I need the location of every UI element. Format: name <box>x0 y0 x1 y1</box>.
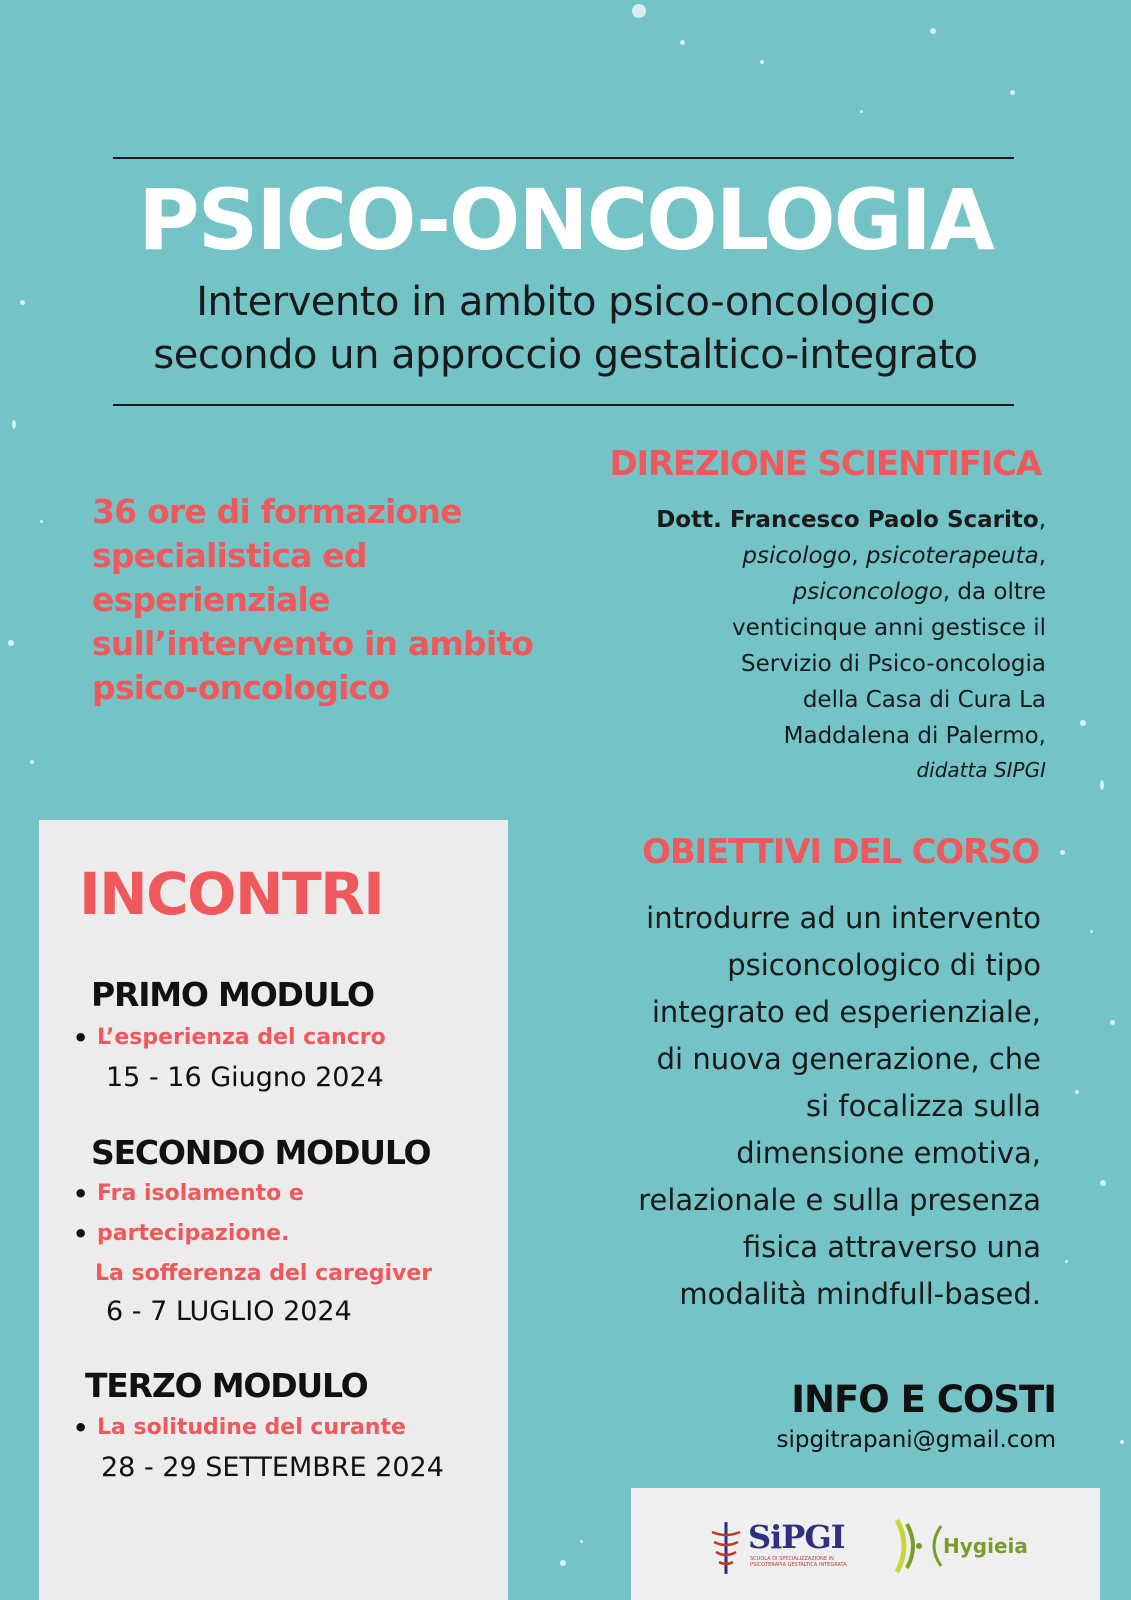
subtitle-line-1: Intervento in ambito psico-oncologico <box>196 279 935 325</box>
objectives-line: integrato ed esperienziale, <box>651 995 1041 1029</box>
direction-last: didatta SIPGI <box>916 758 1046 782</box>
objectives-line: dimensione emotiva, <box>736 1136 1041 1170</box>
meetings-heading: INCONTRI <box>79 860 384 928</box>
direction-line: Maddalena di Palermo, <box>783 723 1046 749</box>
objectives-line: relazionale e sulla presenza <box>638 1183 1041 1217</box>
caduceus-icon <box>706 1518 746 1578</box>
objectives-heading: OBIETTIVI DEL CORSO <box>642 832 1039 872</box>
module-1-date: 15 - 16 Giugno 2024 <box>106 1062 384 1093</box>
bottom-divider <box>113 404 1014 406</box>
objectives-line: fisica attraverso una <box>742 1230 1041 1264</box>
module-3-title: TERZO MODULO <box>85 1366 368 1405</box>
module-2-topic-cont: • partecipazione. <box>97 1214 289 1254</box>
role-psiconcologo: psiconcologo <box>792 579 943 605</box>
hours-line: psico-oncologico <box>92 668 390 707</box>
hygieia-logo <box>889 1516 1049 1576</box>
sipgi-logo <box>706 1518 876 1578</box>
objectives-line: di nuova generazione, che <box>656 1042 1041 1076</box>
module-1-title: PRIMO MODULO <box>91 975 374 1014</box>
role-psicologo: psicologo <box>742 543 852 569</box>
sipgi-logo-subtitle: SCUOLA DI SPECIALIZZAZIONE IN PSICOTERAPIA GESTALTICA INTEGRATA <box>750 1556 847 1568</box>
role-psicoterapeuta: psicoterapeuta <box>865 543 1039 569</box>
hours-line: specialistica ed <box>92 536 367 575</box>
info-heading: INFO E COSTI <box>791 1378 1056 1421</box>
module-3-date: 28 - 29 SETTEMBRE 2024 <box>101 1452 444 1483</box>
objectives-line: psiconcologico di tipo <box>727 948 1041 982</box>
module-2-topic-line3: La sofferenza del caregiver <box>95 1261 433 1286</box>
module-2-topic: • Fra isolamento e <box>97 1174 304 1214</box>
role-tail: , da oltre <box>942 579 1046 605</box>
hours-line: esperienziale <box>92 580 330 619</box>
module-2-date: 6 - 7 LUGLIO 2024 <box>106 1296 352 1327</box>
logo-box <box>631 1488 1100 1600</box>
page-title: PSICO-ONCOLOGIA <box>138 171 993 269</box>
hours-line: sull’intervento in ambito <box>92 624 534 663</box>
direction-heading: DIREZIONE SCIENTIFICA <box>609 444 1041 484</box>
direction-line: Servizio di Psico-oncologia <box>741 651 1046 677</box>
meetings-panel <box>39 820 508 1600</box>
direction-text: Dott. Francesco Paolo Scarito, psicologo, psicoterapeuta, psiconcologo, da oltre venticinque anni gestisce il Servizio di Psico-oncologia della Casa di Cura La Maddalena di Palermo, didatta SIPGI <box>586 502 1046 786</box>
director-name: Dott. Francesco Paolo Scarito <box>656 507 1039 533</box>
objectives-line: introdurre ad un intervento <box>646 901 1041 935</box>
hygieia-logo-text: Hygieia <box>943 1534 1028 1558</box>
module-1-topic: • L’esperienza del cancro <box>97 1018 386 1058</box>
direction-line: della Casa di Cura La <box>802 687 1046 713</box>
direction-line: venticinque anni gestisce il <box>732 615 1046 641</box>
contact-email-link[interactable]: sipgitrapani@gmail.com <box>776 1427 1056 1453</box>
hours-line: 36 ore di formazione <box>92 492 462 531</box>
subtitle-line-2: secondo un approccio gestaltico-integrato <box>153 332 978 378</box>
course-hours-text <box>92 490 572 710</box>
module-3-topic: • La solitudine del curante <box>97 1408 406 1448</box>
top-divider <box>113 157 1014 159</box>
objectives-line: modalità mindfull-based. <box>679 1277 1041 1311</box>
sipgi-logo-text: SiPGI <box>748 1518 845 1556</box>
objectives-line: si focalizza sulla <box>806 1089 1041 1123</box>
module-2-title: SECONDO MODULO <box>91 1133 431 1172</box>
objectives-text <box>561 895 1041 1318</box>
hygieia-mark-icon <box>889 1516 945 1576</box>
